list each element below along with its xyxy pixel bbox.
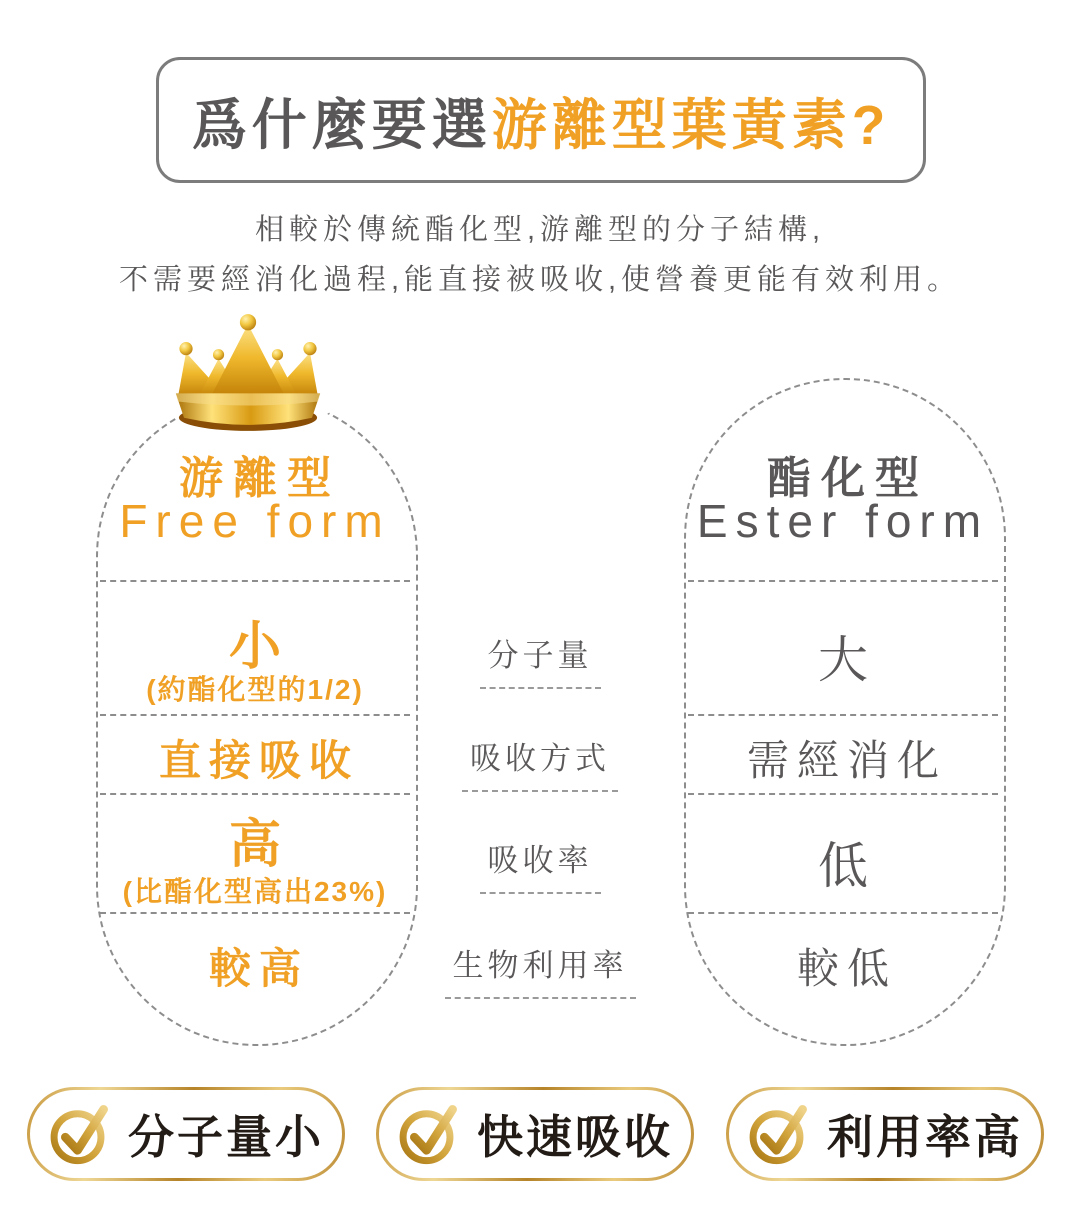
check-icon <box>747 1095 813 1169</box>
subtitle <box>0 205 1080 305</box>
divider <box>100 714 410 716</box>
check-icon <box>397 1095 463 1169</box>
badge-fast-absorption <box>376 1087 694 1181</box>
criterion-absorption-method-wrap <box>390 733 690 792</box>
divider <box>688 714 998 716</box>
free-form-name-zh: 游離型 <box>179 454 341 503</box>
subtitle-line-1: 相較於傳統酯化型,游離型的分子結構, <box>254 214 826 246</box>
criterion-molecular-weight: 分子量 <box>480 630 601 689</box>
free-absorption-rate: 高 <box>228 816 281 874</box>
title-prefix: 爲什麼要選 <box>191 93 492 156</box>
ester-bioavailability: 較低 <box>796 945 897 992</box>
free-bioavailability: 較高 <box>208 945 309 992</box>
ester-absorption-rate: 低 <box>818 838 868 894</box>
free-molecule-note: (約酯化型的1/2) <box>146 674 364 705</box>
badge-inner <box>30 1090 342 1178</box>
divider <box>100 580 410 582</box>
criterion-absorption-rate: 吸收率 <box>480 835 601 894</box>
criterion-absorption-rate-wrap <box>390 835 690 894</box>
divider <box>688 793 998 795</box>
free-molecule-value: 小 <box>228 618 281 676</box>
badge-inner <box>379 1090 691 1178</box>
badge-inner <box>729 1090 1041 1178</box>
divider <box>100 912 410 914</box>
badge-label: 快速吸收 <box>477 1111 673 1163</box>
ester-molecule-value: 大 <box>818 632 868 688</box>
criterion-molecular-weight-wrap <box>390 630 690 689</box>
divider <box>100 793 410 795</box>
ester-form-name-en: Ester form <box>696 495 990 547</box>
badge-small-molecule <box>27 1087 345 1181</box>
badge-label: 分子量小 <box>128 1111 324 1163</box>
divider <box>688 580 998 582</box>
title-banner <box>156 57 926 183</box>
badge-high-utilization <box>726 1087 1044 1181</box>
criterion-bioavailability: 生物利用率 <box>445 940 636 999</box>
crown-icon <box>141 310 355 436</box>
badge-label: 利用率高 <box>827 1111 1023 1163</box>
criterion-bioavailability-wrap <box>390 940 690 999</box>
criterion-absorption-method: 吸收方式 <box>462 733 618 792</box>
check-icon <box>48 1095 114 1169</box>
free-absorption-method: 直接吸收 <box>158 737 359 784</box>
free-form-name-en: Free form <box>119 495 391 547</box>
divider <box>688 912 998 914</box>
title-highlight: 游離型葉黃素? <box>491 93 891 156</box>
subtitle-line-2: 不需要經消化過程,能直接被吸收,使營養更能有效利用。 <box>118 264 962 296</box>
ester-absorption-method: 需經消化 <box>746 737 947 784</box>
ester-form-name-zh: 酯化型 <box>767 454 929 503</box>
free-absorption-rate-note: (比酯化型高出23%) <box>122 876 388 907</box>
